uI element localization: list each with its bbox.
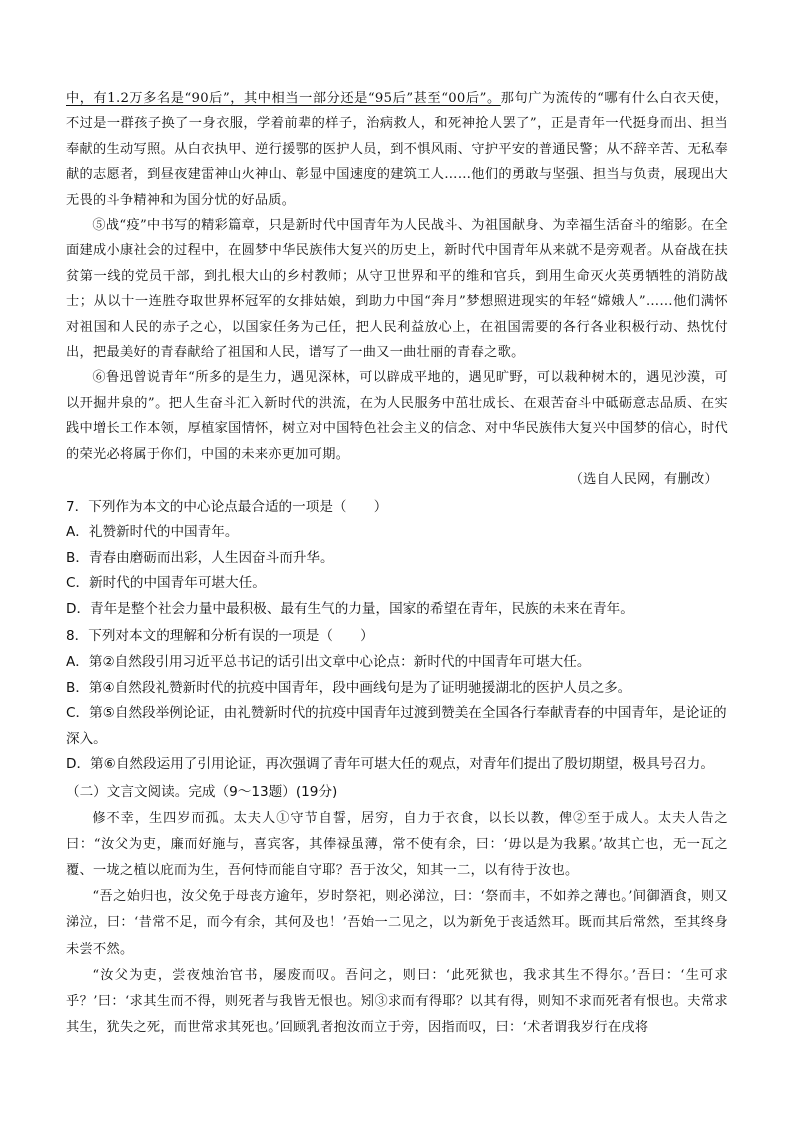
underlined-sentence: 中，有1.2万多名是“90后”，其中相当一部分还是“95后”甚至“00后”。 xyxy=(66,91,501,106)
question-8-stem: 8．下列对本文的理解和分析有误的一项是（ ） xyxy=(66,628,374,645)
question-8-option-c[interactable]: C．第⑤自然段举例论证，由礼赞新时代的抗疫中国青年过渡到赞美在全国各行奉献青春的中国青年，是论证的深入。 xyxy=(66,705,727,747)
passage-paragraph-4-continued xyxy=(66,86,728,213)
question-8-option-b[interactable]: B．第④自然段礼赞新时代的抗疫中国青年，段中画线句是为了证明驰援湖北的医护人员之多。 xyxy=(66,679,632,696)
section-heading: （二）文言文阅读。完成（9～13题）(19分) xyxy=(66,784,338,801)
classical-paragraph-2: “吾之始归也，汝父免于母丧方逾年，岁时祭祀，则必涕泣，曰：‘祭而丰，不如养之薄也。’间御酒食，则又涕泣，曰：‘昔常不足，而今有余，其何及也！’吾始一二见之，以为新免于丧适然耳。既而其后常然，至其终身未尝不然。 xyxy=(66,889,728,957)
question-7-option-d[interactable]: D．青年是整个社会力量中最积极、最有生气的力量，国家的希望在青年，民族的未来在青年。 xyxy=(66,600,634,617)
question-8-option-a[interactable]: A．第②自然段引用习近平总书记的话引出文章中心论点：新时代的中国青年可堪大任。 xyxy=(66,654,591,671)
question-7-option-a[interactable]: A．礼赞新时代的中国青年。 xyxy=(66,524,239,541)
passage-paragraph-6: ⑥鲁迅曾说青年“所多的是生力，遇见深林，可以辟成平地的，遇见旷野，可以栽种树木的，遇见沙漠，可以开掘井泉的”。把人生奋斗汇入新时代的洪流，在为人民服务中茁壮成长、在艰苦奋斗中砥砺意志品质、在实践中增长工作本领，厚植家国情怀，树立对中国特色社会主义的信念、对中华民族伟大复兴中国梦的信心，时代的荣光必将属于你们，中国的未来亦更加可期。 xyxy=(66,370,728,462)
question-7-stem: 7．下列作为本文的中心论点最合适的一项是（ ） xyxy=(66,498,388,515)
question-7-option-c[interactable]: C．新时代的中国青年可堪大任。 xyxy=(66,575,266,592)
question-8-option-d[interactable]: D．第⑥自然段运用了引用论证，再次强调了青年可堪大任的观点，对青年们提出了殷切期望，极具号召力。 xyxy=(66,756,714,773)
classical-paragraph-1: 修不幸，生四岁而孤。太夫人①守节自誓，居穷，自力于衣食，以长以教，俾②至于成人。太夫人告之曰：“汝父为吏，廉而好施与，喜宾客，其俸禄虽薄，常不使有余，曰：‘毋以是为我累。’故其亡也，无一瓦之覆、一垅之植以庇而为生，吾何恃而能自守耶？吾于汝父，知其一二，以有待于汝也。 xyxy=(66,810,728,879)
source-note: （选自人民网，有删改） xyxy=(569,472,718,488)
question-7-option-b[interactable]: B．青春由磨砺而出彩，人生因奋斗而升华。 xyxy=(66,549,334,566)
passage-paragraph-5: ⑤战“疫”中书写的精彩篇章，只是新时代中国青年为人民战斗、为祖国献身、为幸福生活奋斗的缩影。在全面建成小康社会的过程中，在圆梦中华民族伟大复兴的历史上，新时代中国青年从来就不是旁观者。从奋战在扶贫第一线的党员干部，到扎根大山的乡村教师；从守卫世界和平的维和官兵，到用生命灭火英勇牺牲的消防战士；从以十一连胜夺取世界杯冠军的女排姑娘，到助力中国“奔月”梦想照进现实的年轻“嫦娥人”……他们满怀对祖国和人民的赤子之心，以国家任务为己任，把人民利益放心上，在祖国需要的各行各业积极行动、热忱付出，把最美好的青春献给了祖国和人民，谱写了一曲又一曲壮丽的青春之歌。 xyxy=(66,218,728,361)
classical-paragraph-3: “汝父为吏，尝夜烛治官书，屡废而叹。吾问之，则曰：‘此死狱也，我求其生不得尔。’吾曰：‘生可求乎？’曰：‘求其生而不得，则死者与我皆无恨也。矧③求而有得耶？以其有得，则知不求而死者有恨也。夫常求其生，犹失之死，而世常求其死也。’回顾乳者抱汝而立于旁，因指而叹，曰：‘术者谓我岁行在戌将 xyxy=(66,967,728,1036)
paragraph-text: 那句广为流传的“哪有什么白衣天使，不过是一群孩子换了一身衣服，学着前辈的样子，治病救人，和死神抢人罢了”，正是青年一代挺身而出、担当奉献的生动写照。从白衣执甲、逆行援鄂的医护人员，到不惧风雨、守护平安的普通民警；从不辞辛苦、无私奉献的志愿者，到昼夜建雷神山火神山、彰显中国速度的建筑工人……他们的勇敢与坚强、担当与负责，展现出大无畏的斗争精神和为国分忧的好品质。 xyxy=(66,91,728,208)
